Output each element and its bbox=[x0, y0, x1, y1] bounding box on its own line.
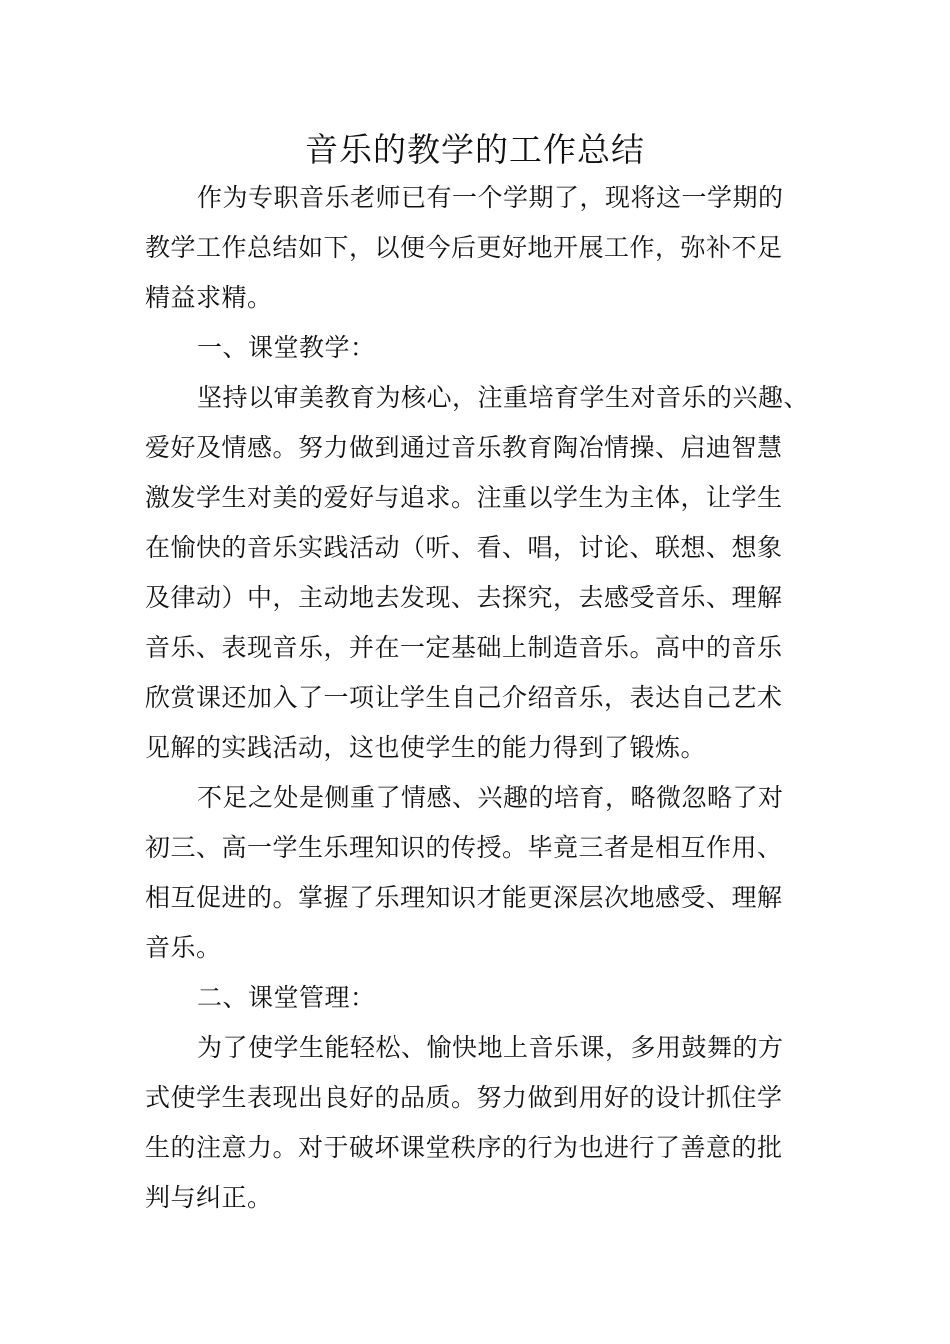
paragraph-line: 见解的实践活动，这也使学生的能力得到了锻炼。 bbox=[145, 733, 707, 762]
paragraph-line: 教学工作总结如下，以便今后更好地开展工作，弥补不足 bbox=[145, 233, 783, 262]
paragraph-line: 作为专职音乐老师已有一个学期了，现将这一学期的 bbox=[197, 183, 784, 212]
paragraph-line: 式使学生表现出良好的品质。努力做到用好的设计抓住学 bbox=[145, 1083, 783, 1112]
paragraph-line: 为了使学生能轻松、愉快地上音乐课，多用鼓舞的方 bbox=[197, 1033, 784, 1062]
paragraph-line: 欣赏课还加入了一项让学生自己介绍音乐，表达自己艺术 bbox=[145, 683, 783, 712]
paragraph-line: 精益求精。 bbox=[145, 283, 273, 312]
paragraph-line: 相互促进的。掌握了乐理知识才能更深层次地感受、理解 bbox=[145, 883, 783, 912]
paragraph-line: 音乐。 bbox=[145, 933, 222, 962]
paragraph-line: 判与纠正。 bbox=[145, 1183, 273, 1212]
paragraph-line: 不足之处是侧重了情感、兴趣的培育，略微忽略了对 bbox=[197, 783, 784, 812]
paragraph-line: 激发学生对美的爱好与追求。注重以学生为主体，让学生 bbox=[145, 483, 783, 512]
paragraph-line: 音乐、表现音乐，并在一定基础上制造音乐。高中的音乐 bbox=[145, 633, 783, 662]
paragraph-line: 坚持以审美教育为核心，注重培育学生对音乐的兴趣、 bbox=[197, 383, 810, 412]
paragraph-line: 生的注意力。对于破坏课堂秩序的行为也进行了善意的批 bbox=[145, 1133, 783, 1162]
paragraph-line: 及律动）中，主动地去发现、去探究，去感受音乐、理解 bbox=[145, 583, 783, 612]
document-title: 音乐的教学的工作总结 bbox=[305, 130, 645, 169]
section-heading: 一、课堂教学： bbox=[197, 333, 376, 362]
paragraph-line: 在愉快的音乐实践活动（听、看、唱，讨论、联想、想象 bbox=[145, 533, 783, 562]
section-heading: 二、课堂管理： bbox=[197, 983, 376, 1012]
paragraph-line: 初三、高一学生乐理知识的传授。毕竟三者是相互作用、 bbox=[145, 833, 783, 862]
paragraph-line: 爱好及情感。努力做到通过音乐教育陶冶情操、启迪智慧 bbox=[145, 433, 783, 462]
